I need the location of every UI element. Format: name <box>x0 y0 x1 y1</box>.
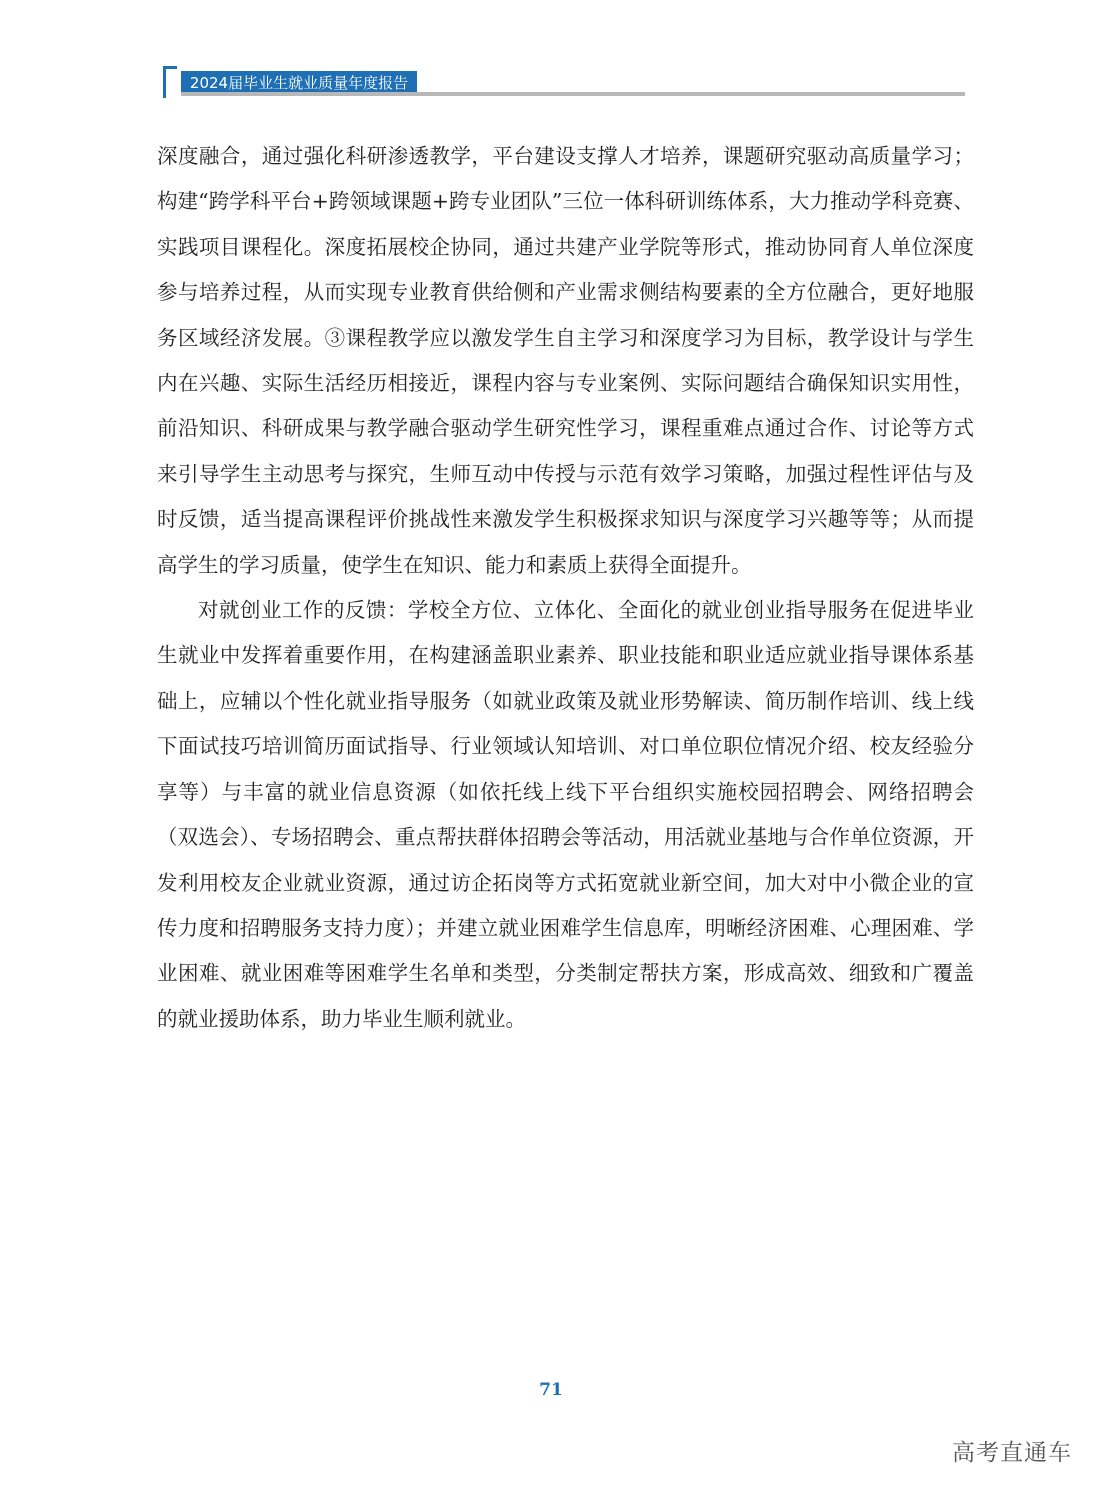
report-header-title: 2024届毕业生就业质量年度报告 <box>181 71 417 96</box>
watermark-text: 高考直通车 <box>952 1440 1072 1466</box>
page-number: 71 <box>539 1380 563 1400</box>
header-bracket-decoration <box>163 66 177 98</box>
paragraph-continued: 深度融合，通过强化科研渗透教学，平台建设支撑人才培养，课题研究驱动高质量学习；构建“跨学科平台+跨领域课题+跨专业团队”三位一体科研训练体系，大力推动学科竞赛、实践项目课程化。深度拓展校企协同，通过共建产业学院等形式，推动协同育人单位深度参与培养过程，从而实现专业教育供给侧和产业需求侧结构要素的全方位融合，更好地服务区域经济发展。③课程教学应以激发学生自主学习和深度学习为目标，教学设计与学生内在兴趣、实际生活经历相接近，课程内容与专业案例、实际问题结合确保知识实用性，前沿知识、科研成果与教学融合驱动学生研究性学习，课程重难点通过合作、讨论等方式来引导学生主动思考与探究，生师互动中传授与示范有效学习策略，加强过程性评估与及时反馈，适当提高课程评价挑战性来激发学生积极探求知识与深度学习兴趣等等；从而提高学生的学习质量，使学生在知识、能力和素质上获得全面提升。 <box>157 144 974 577</box>
document-body <box>157 134 974 1042</box>
header-rule <box>181 92 965 96</box>
paragraph-employment-feedback: 对就创业工作的反馈：学校全方位、立体化、全面化的就业创业指导服务在促进毕业生就业中发挥着重要作用，在构建涵盖职业素养、职业技能和职业适应就业指导课体系基础上，应辅以个性化就业指导服务（如就业政策及就业形势解读、简历制作培训、线上线下面试技巧培训简历面试指导、行业领域认知培训、对口单位职位情况介绍、校友经验分享等）与丰富的就业信息资源（如依托线上线下平台组织实施校园招聘会、网络招聘会（双选会）、专场招聘会、重点帮扶群体招聘会等活动，用活就业基地与合作单位资源，开发利用校友企业就业资源，通过访企拓岗等方式拓宽就业新空间，加大对中小微企业的宣传力度和招聘服务支持力度）；并建立就业困难学生信息库，明晰经济困难、心理困难、学业困难、就业困难等困难学生名单和类型，分类制定帮扶方案，形成高效、细致和广覆盖的就业援助体系，助力毕业生顺利就业。 <box>157 598 974 1031</box>
